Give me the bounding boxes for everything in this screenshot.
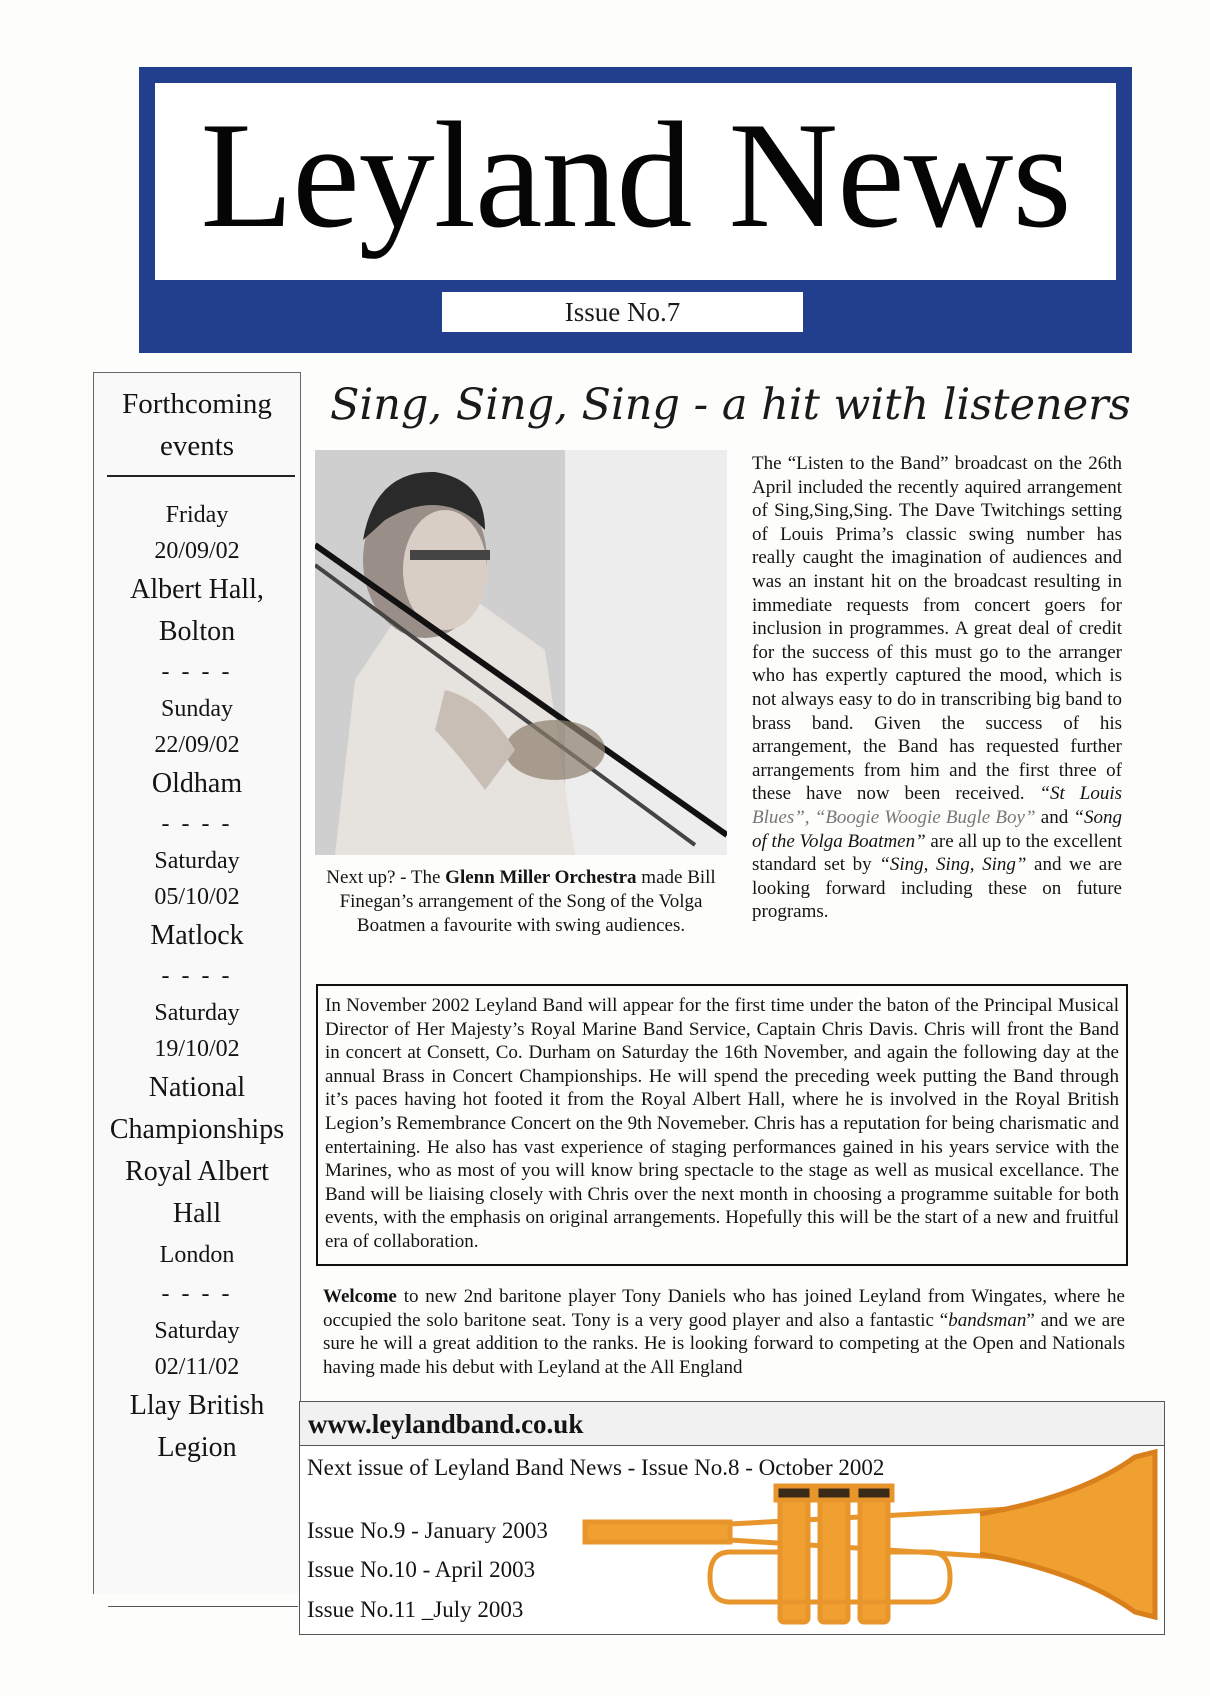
headline: Sing, Sing, Sing - a hit with listeners xyxy=(330,380,1131,430)
sidebar-heading: Forthcoming events xyxy=(122,388,272,462)
issue-list-item: Issue No.9 - January 2003 xyxy=(307,1518,548,1543)
event-date: 22/09/02 xyxy=(154,732,240,758)
boxed-article: In November 2002 Leyland Band will appear for the first time under the baton of the Principal Musical Director of Her Majesty’s Royal Marine Band Service, Captain Chris Davis. Chris will front the Band in concert at Consett, Co. Durham on Saturday the 16th November, and again the following day at the annual Brass in Concert Championships. He will spend the preceding week putting the Band through it’s paces having hot footed it from the Royal Albert Hall, where he is involved in the Royal British Legion’s Remembrance Concert on the 9th Novemeber. Chris has a reputation for being charismatic and entertaining. He also has vast experience of staging performances gained in his years service with the Marines, who as most of you will know bring spectacle to the stage as well as musical excellance. The Band will be liaising closely with Chris over the next month in choosing a programme suitable for both events, with the emphasis on original arrangements. Hopefully this will be the start of a new and fruitful era of collaboration. xyxy=(316,984,1128,1266)
event-day: Saturday xyxy=(154,1318,240,1344)
event-day: Friday xyxy=(165,502,229,528)
photo-caption: Next up? - The Glenn Miller Orchestra made Bill Finegan’s arrangement of the Song of the Volga Boatmen a favourite with swing audiences. xyxy=(326,867,716,936)
masthead xyxy=(139,67,1132,353)
event-day: Saturday xyxy=(154,1000,240,1026)
event-item xyxy=(94,843,300,995)
event-date: 19/10/02 xyxy=(154,1036,240,1062)
event-day: Saturday xyxy=(154,848,240,874)
issue-list-item: Issue No.10 - April 2003 xyxy=(307,1557,536,1582)
event-venue: Royal Albert xyxy=(125,1156,269,1187)
event-date: 02/11/02 xyxy=(154,1354,240,1380)
event-item xyxy=(94,497,300,691)
event-item xyxy=(94,995,300,1313)
event-venue: Legion xyxy=(157,1432,237,1463)
newsletter-title: Leyland News xyxy=(200,90,1071,259)
welcome-paragraph: Welcome to new 2nd baritone player Tony Daniels who has joined Leyland from Wingates, where he occupied the solo baritone seat. Tony is a very good player and also a fantastic “bandsman” and we are sure he will a great addition to the ranks. He is looking forward to competing at the Open and Nationals having made his debut with Leyland at the All England xyxy=(323,1286,1125,1377)
event-day: Sunday xyxy=(161,696,233,722)
event-date: 20/09/02 xyxy=(154,538,240,564)
event-separator: - - - - xyxy=(161,811,233,837)
main-article: The “Listen to the Band” broadcast on the 26th April included the recently aquired arrangement of Sing,Sing,Sing. The Dave Twitchings setting of Louis Prima’s classic swing number has really caught the imagination of audiences and was an instant hit on the broadcast resulting in immediate requests from concert goers for inclusion in programmes. A great deal of credit for the success of this must go to the arranger who has expertly captured the mood, which is not always easy to do in transcribing big band to brass band. Given the success of his arrangement, the Band has requested further arrangements from him and the first three of these have now been received. “St Louis Blues”, “Boogie Woogie Bugle Boy” and “Song of the Volga Boatmen” are all up to the excellent standard set by “Sing, Sing, Sing” and we are looking forward including these on future programs. xyxy=(752,453,1122,923)
sidebar-divider xyxy=(107,475,295,477)
event-separator: - - - - xyxy=(161,659,233,685)
event-venue: Albert Hall, xyxy=(130,574,264,605)
footer-panel xyxy=(299,1401,1165,1635)
forthcoming-events-sidebar xyxy=(93,372,301,1594)
event-location: London xyxy=(159,1242,235,1268)
event-venue: Championships xyxy=(109,1114,285,1145)
event-list xyxy=(94,497,300,1469)
issue-number: Issue No.7 xyxy=(442,292,803,332)
event-venue: Llay British xyxy=(129,1390,265,1421)
website-url[interactable]: www.leylandband.co.uk xyxy=(300,1402,1164,1446)
event-item xyxy=(94,691,300,843)
trumpet-icon xyxy=(580,1442,1160,1632)
event-venue: National xyxy=(148,1072,246,1103)
event-venue: Matlock xyxy=(150,920,244,951)
trombone-player-photo xyxy=(315,450,727,855)
event-item xyxy=(94,1313,300,1469)
event-venue: Oldham xyxy=(151,768,243,799)
event-separator: - - - - xyxy=(161,1281,233,1307)
event-venue: Hall xyxy=(172,1198,222,1229)
event-date: 05/10/02 xyxy=(154,884,240,910)
issue-list-item: Issue No.11 _July 2003 xyxy=(307,1597,524,1622)
event-separator: - - - - xyxy=(161,963,233,989)
next-issue-text: Next issue of Leyland Band News - Issue No.8 - October 2002 xyxy=(307,1455,885,1480)
event-venue: Bolton xyxy=(158,616,236,647)
sidebar-bottom-divider xyxy=(108,1606,298,1607)
masthead-title-box xyxy=(155,83,1116,280)
